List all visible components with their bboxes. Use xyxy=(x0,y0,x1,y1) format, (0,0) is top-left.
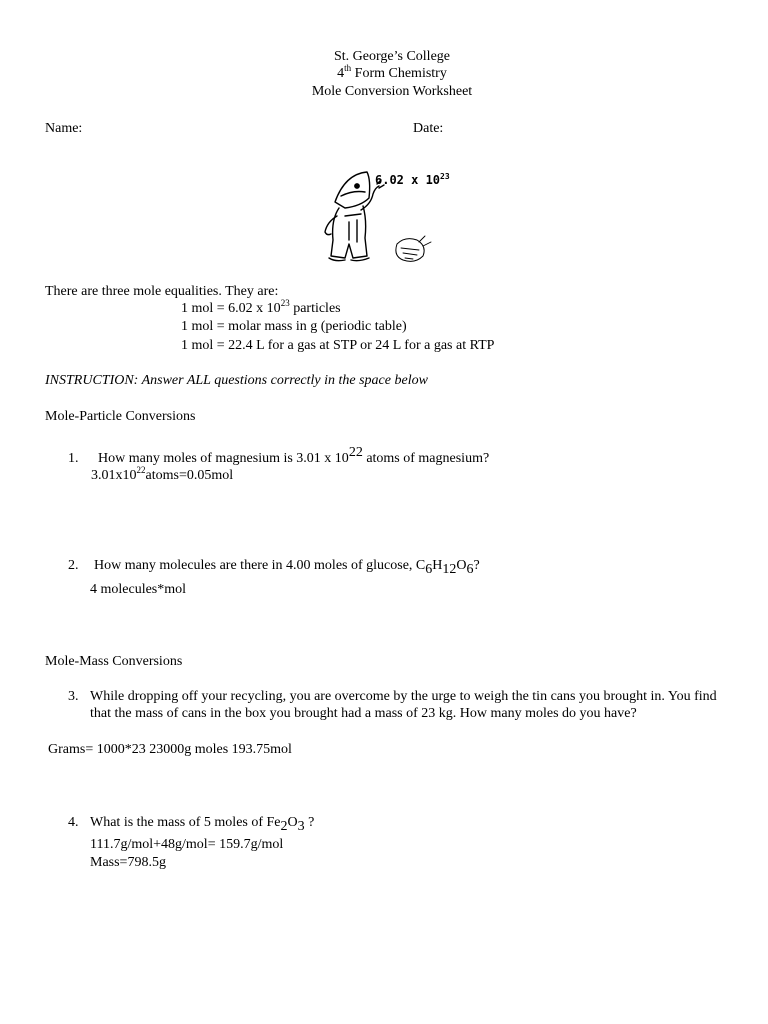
question-2-text: How many molecules are there in 4.00 moles of glucose, C6H12O6? xyxy=(94,558,480,577)
mascot-label: 6.02 x 10 xyxy=(375,173,441,187)
school-name: St. George’s College xyxy=(333,49,450,64)
course-title: 4th Form Chemistry xyxy=(337,63,447,81)
svg-text:6.02 x 1023: 6.02 x $10^{23}$ xyxy=(375,172,450,187)
answer-1: $3.01x10^{22}atoms=0.05mol$ xyxy=(91,465,234,483)
mole-mascot-illustration xyxy=(305,160,455,270)
date-label: Date: xyxy=(413,121,444,136)
question-number: 1. xyxy=(68,451,79,466)
answer-4-molar-mass: 111.7g/mol+48g/mol= 159.7g/mol xyxy=(90,837,284,852)
instruction: INSTRUCTION: Answer ALL questions correctly in the space below xyxy=(45,373,428,388)
equality-gas-volume: 1 mol = 22.4 L for a gas at STP or 24 L for a gas at RTP xyxy=(181,338,495,353)
name-label: Name: xyxy=(45,121,83,136)
intro-lead: There are three mole equalities. They are: xyxy=(45,284,279,299)
question-3-text: While dropping off your recycling, you are overcome by the urge to weigh the tin cans you brought in. You find that the mass of cans in the box you brought had a mass of 23 kg. How many moles do you have? xyxy=(90,689,717,721)
question-number: 3. xyxy=(68,689,79,704)
question-4-text: What is the mass of 5 moles of Fe2O3 ? xyxy=(90,815,315,834)
section-heading-particles: Mole-Particle Conversions xyxy=(45,409,196,424)
answer-4-mass: Mass=798.5g xyxy=(90,855,166,870)
question-number: 2. xyxy=(68,558,79,573)
question-1-text: How many moles of magnesium is 3.01 x 1022 atoms of magnesium? xyxy=(98,445,490,466)
worksheet-title: Mole Conversion Worksheet xyxy=(311,84,473,99)
answer-3: Grams= 1000*23 23000g moles 193.75mol xyxy=(48,742,292,757)
equality-particles: 1 mol = 6.02 x $10^{23}$ particles xyxy=(181,298,341,316)
question-number: 4. xyxy=(68,815,79,830)
equality-molar-mass: 1 mol = molar mass in g (periodic table) xyxy=(181,319,407,334)
answer-2: 4 molecules*mol xyxy=(90,582,187,597)
section-heading-mass: Mole-Mass Conversions xyxy=(45,654,183,669)
